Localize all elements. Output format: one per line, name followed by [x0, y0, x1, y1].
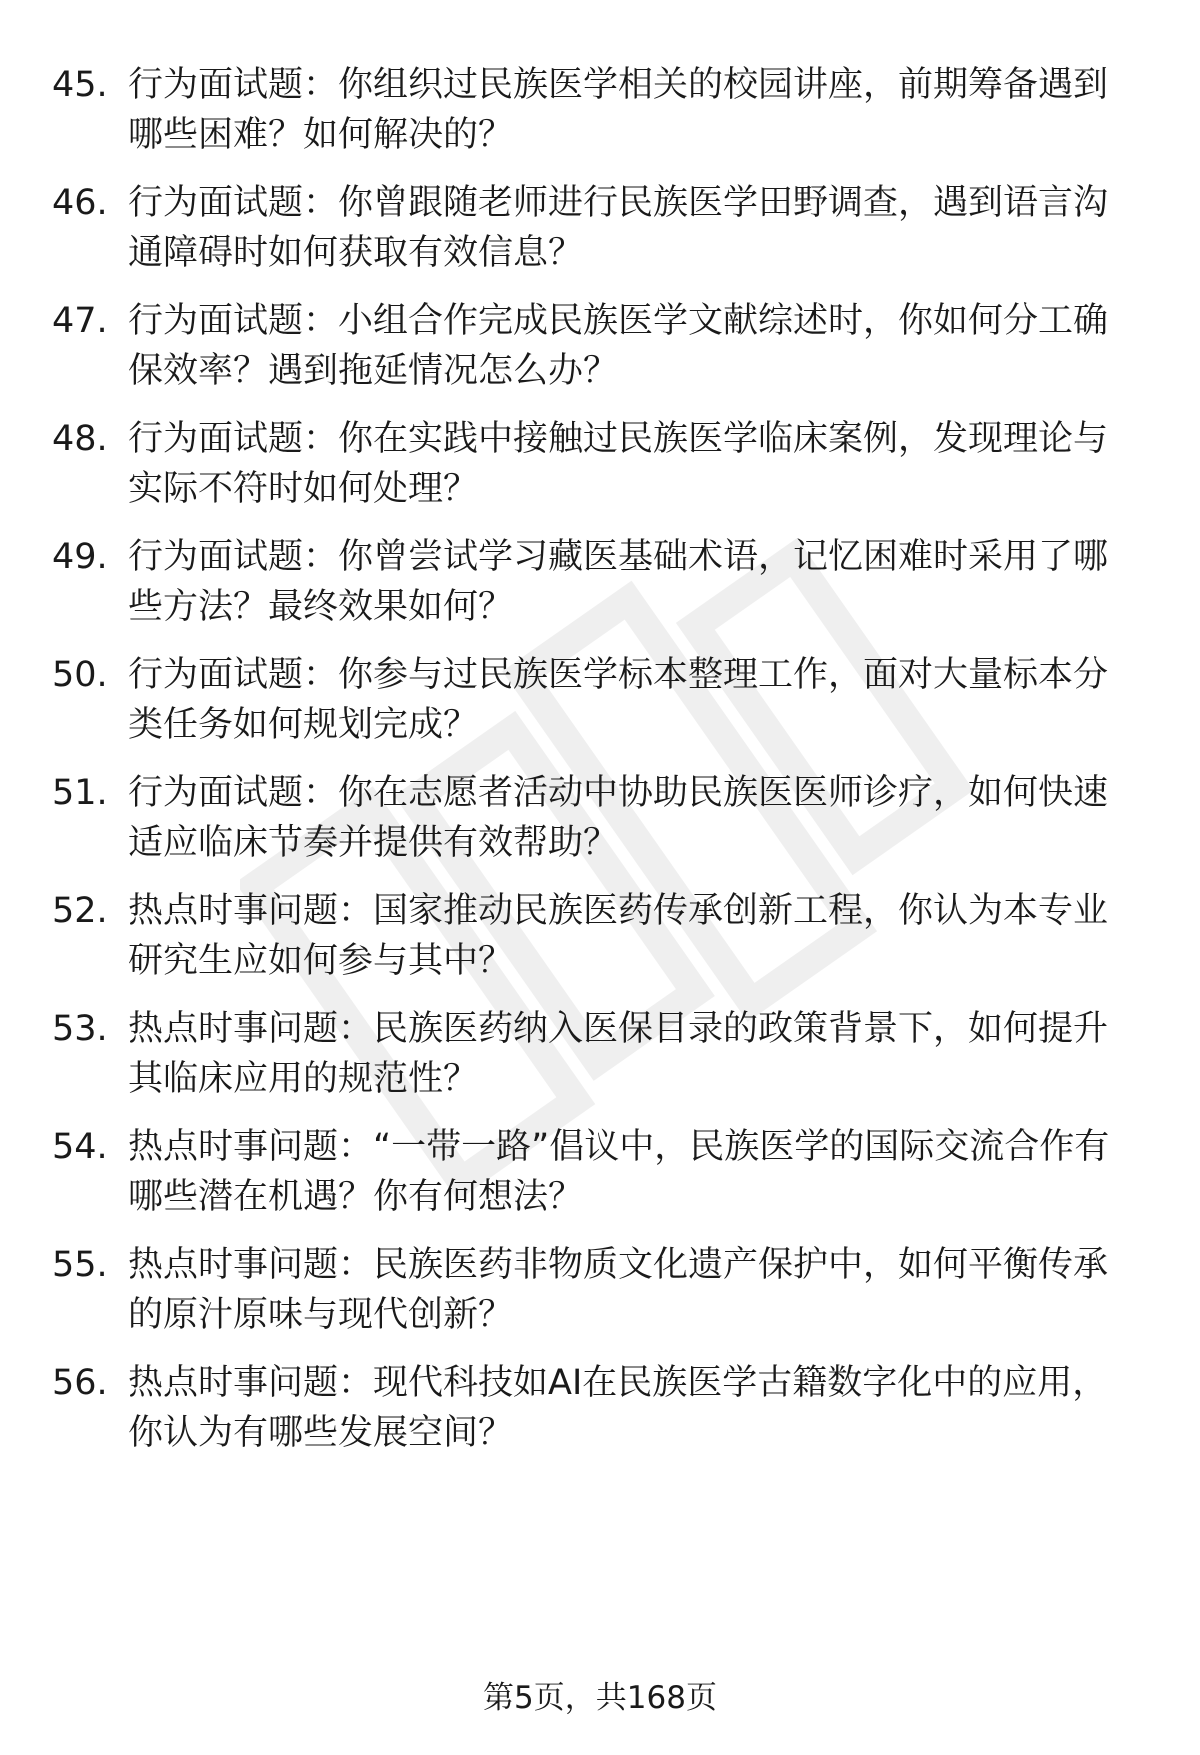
question-text: 热点时事问题：国家推动民族医药传承创新工程，你认为本专业研究生应如何参与其中？ [128, 891, 1109, 981]
question-item [52, 178, 1152, 278]
question-number: 52. [52, 891, 108, 931]
question-number: 47. [52, 301, 108, 341]
question-item [52, 296, 1152, 396]
question-item [52, 1358, 1152, 1458]
question-text: 行为面试题：你在志愿者活动中协助民族医医师诊疗，如何快速适应临床节奏并提供有效帮助？ [128, 773, 1109, 863]
question-text: 行为面试题：你曾跟随老师进行民族医学田野调查，遇到语言沟通障碍时如何获取有效信息？ [128, 183, 1109, 273]
question-item [52, 650, 1152, 750]
question-text: 行为面试题：你参与过民族医学标本整理工作，面对大量标本分类任务如何规划完成？ [128, 655, 1109, 745]
question-item [52, 1004, 1152, 1104]
question-item [52, 414, 1152, 514]
question-number: 46. [52, 183, 108, 223]
question-item [52, 886, 1152, 986]
question-number: 55. [52, 1245, 108, 1285]
question-number: 51. [52, 773, 108, 813]
question-item [52, 60, 1152, 160]
question-text: 热点时事问题：民族医药非物质文化遗产保护中，如何平衡传承的原汁原味与现代创新？ [128, 1245, 1109, 1335]
question-number: 56. [52, 1363, 108, 1403]
question-text: 行为面试题：你在实践中接触过民族医学临床案例，发现理论与实际不符时如何处理？ [128, 419, 1109, 509]
question-number: 48. [52, 419, 108, 459]
question-text: 行为面试题：你组织过民族医学相关的校园讲座，前期筹备遇到哪些困难？如何解决的？ [128, 65, 1109, 155]
question-text: 热点时事问题：“一带一路”倡议中，民族医学的国际交流合作有哪些潜在机遇？你有何想法？ [128, 1127, 1110, 1217]
question-item [52, 532, 1152, 632]
question-text: 热点时事问题：民族医药纳入医保目录的政策背景下，如何提升其临床应用的规范性？ [128, 1009, 1109, 1099]
question-item [52, 1240, 1152, 1340]
page-footer: 第5页，共168页 [483, 1680, 717, 1716]
question-number: 54. [52, 1127, 108, 1167]
question-item [52, 1122, 1152, 1222]
question-number: 49. [52, 537, 108, 577]
question-text: 行为面试题：你曾尝试学习藏医基础术语，记忆困难时采用了哪些方法？最终效果如何？ [128, 537, 1109, 627]
question-number: 50. [52, 655, 108, 695]
question-item [52, 768, 1152, 868]
question-text: 热点时事问题：现代科技如AI在民族医学古籍数字化中的应用，你认为有哪些发展空间？ [128, 1363, 1108, 1453]
question-number: 53. [52, 1009, 108, 1049]
question-text: 行为面试题：小组合作完成民族医学文献综述时，你如何分工确保效率？遇到拖延情况怎么办？ [128, 301, 1109, 391]
question-number: 45. [52, 65, 108, 105]
